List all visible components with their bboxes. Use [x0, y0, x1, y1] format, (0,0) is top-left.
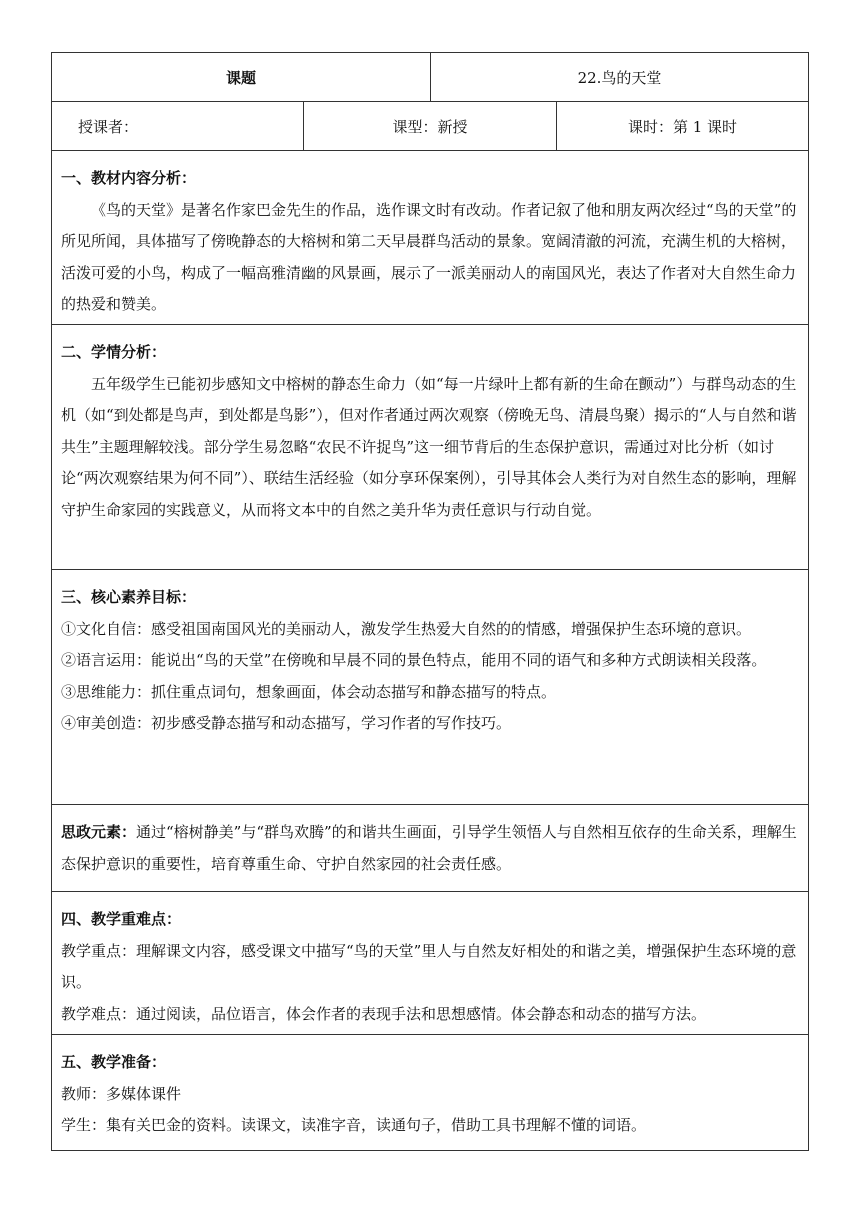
- section-heading: 一、教材内容分析：: [61, 169, 197, 187]
- ideology-text: 通过“榕树静美”与“群鸟欢腾”的和谐共生画面，引导学生领悟人与自然相互依存的生命关系，理解生态保护意识的重要性，培育尊重生命、守护自然家园的社会责任感。: [61, 823, 797, 873]
- ideology-paragraph: [61, 817, 799, 880]
- section-heading: 三、核心素养目标：: [61, 588, 197, 606]
- goal-item: ④审美创造：初步感受静态描写和动态描写，学习作者的写作技巧。: [61, 714, 512, 732]
- teaching-focus: 教学重点：理解课文内容，感受课文中描写“鸟的天堂”里人与自然友好相处的和谐之美，增强保护生态环境的意识。: [61, 941, 797, 991]
- section-text: 《鸟的天堂》是著名作家巴金先生的作品，选作课文时有改动。作者记叙了他和朋友两次经过“鸟的天堂”的所见所闻，具体描写了傍晚静态的大榕树和第二天早晨群鸟活动的景象。宽阔清澈的河流，充满生机的大榕树，活泼可爱的小鸟，构成了一幅高雅清幽的风景画，展示了一派美丽动人的南国风光，表达了作者对大自然生命力的热爱和赞美。: [61, 200, 797, 313]
- student-analysis-section: [52, 325, 808, 570]
- section-heading: 二、学情分析：: [61, 343, 167, 361]
- preparation-section: [52, 1035, 808, 1150]
- ideology-section: [52, 805, 808, 892]
- goal-item: ②语言运用：能说出“鸟的天堂”在傍晚和早晨不同的景色特点，能用不同的语气和多种方式朗读相关段落。: [61, 651, 767, 669]
- section-heading: 四、教学重难点：: [61, 910, 182, 928]
- meta-row: [52, 102, 808, 151]
- lesson-period: 课时：第 1 课时: [627, 117, 738, 136]
- topic-value: 22.鸟的天堂: [577, 68, 662, 87]
- teacher-label: 授课者：: [52, 102, 304, 150]
- key-points-section: [52, 892, 808, 1035]
- ideology-label: 思政元素：: [61, 823, 137, 841]
- material-analysis-section: [52, 151, 808, 325]
- core-goals-section: [52, 570, 808, 805]
- title-row: [52, 53, 808, 102]
- lesson-plan-table: [51, 52, 809, 1151]
- teacher-preparation: 教师：多媒体课件: [61, 1084, 182, 1103]
- teaching-difficulty: 教学难点：通过阅读，品位语言，体会作者的表现手法和思想感情。体会静态和动态的描写方法。: [61, 1004, 707, 1023]
- student-preparation: 学生：集有关巴金的资料。读课文，读准字音，读通句子，借助工具书理解不懂的词语。: [61, 1116, 647, 1134]
- section-text: 五年级学生已能初步感知文中榕树的静态生命力（如“每一片绿叶上都有新的生命在颤动”）与群鸟动态的生机（如“到处都是鸟声，到处都是鸟影”），但对作者通过两次观察（傍晚无鸟、清晨鸟聚）揭示的“人与自然和谐共生”主题理解较浅。部分学生易忽略“农民不许捉鸟”这一细节背后的生态保护意识，需通过对比分析（如讨论“两次观察结果为何不同”）、联结生活经验（如分享环保案例），引导其体会人类行为对自然生态的影响，理解守护生命家园的实践意义，从而将文本中的自然之美升华为责任意识与行动自觉。: [61, 374, 797, 519]
- topic-label: 课题: [52, 53, 431, 101]
- lesson-type: 课型：新授: [304, 102, 557, 150]
- section-heading: 五、教学准备：: [61, 1053, 167, 1071]
- goal-item: ①文化自信：感受祖国南国风光的美丽动人，激发学生热爱大自然的的情感，增强保护生态环境的意识。: [61, 619, 752, 638]
- goal-item: ③思维能力：抓住重点词句，想象画面，体会动态描写和静态描写的特点。: [61, 682, 557, 701]
